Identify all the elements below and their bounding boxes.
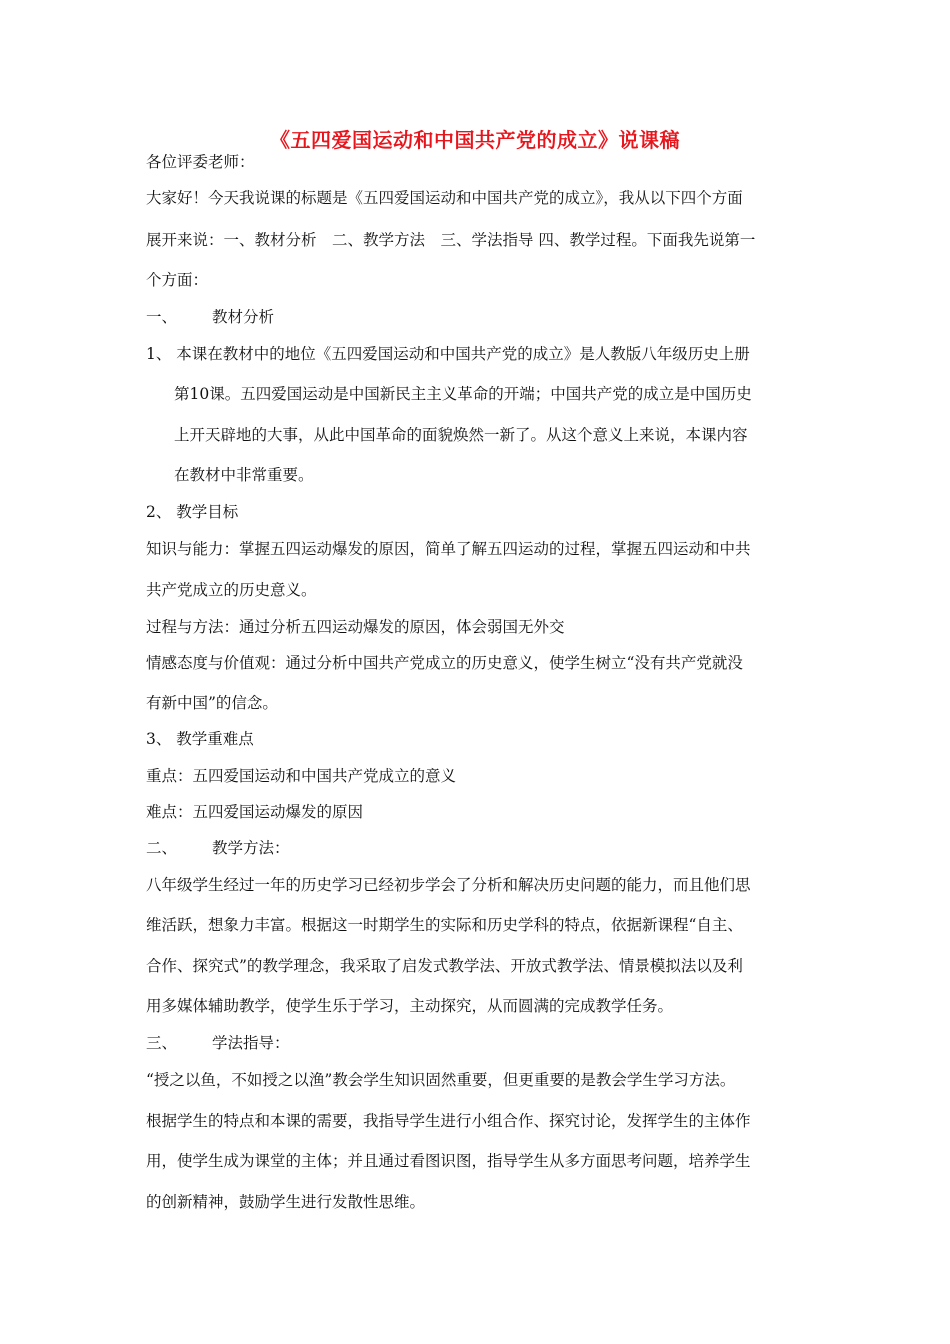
paragraph-line: 八年级学生经过一年的历史学习已经初步学会了分析和解决历史问题的能力，而且他们思 <box>146 876 751 894</box>
section-number: 一、 <box>146 308 178 326</box>
document-title: 《五四爱国运动和中国共产党的成立》说课稿 <box>270 128 680 152</box>
paragraph-line: 用多媒体辅助教学，使学生乐于学习，主动探究，从而圆满的完成教学任务。 <box>146 997 674 1015</box>
section-heading-2 <box>146 838 290 858</box>
section-title: 教材分析 <box>212 308 275 326</box>
paragraph-line: 用，使学生成为课堂的主体；并且通过看图识图，指导学生从多方面思考问题，培养学生 <box>146 1152 751 1170</box>
paragraph-line: 根据学生的特点和本课的需要，我指导学生进行小组合作、探究讨论，发挥学生的主体作 <box>146 1112 751 1130</box>
paragraph-line: 维活跃，想象力丰富。根据这一时期学生的实际和历史学科的特点，依据新课程“自主、 <box>146 916 743 934</box>
paragraph-line: “授之以鱼，不如授之以渔”教会学生知识固然重要，但更重要的是教会学生学习方法。 <box>146 1071 736 1089</box>
paragraph-line: 大家好！今天我说课的标题是《五四爱国运动和中国共产党的成立》，我从以下四个方面 <box>146 189 743 207</box>
paragraph-line: 1、 本课在教材中的地位《五四爱国运动和中国共产党的成立》是人教版八年级历史上册 <box>146 345 750 363</box>
paragraph-line: 难点：五四爱国运动爆发的原因 <box>146 803 364 821</box>
paragraph-line: 有新中国”的信念。 <box>146 694 278 712</box>
salutation: 各位评委老师： <box>146 153 255 171</box>
paragraph-line: 上开天辟地的大事，从此中国革命的面貌焕然一新了。从这个意义上来说，本课内容 <box>174 426 748 444</box>
section-heading-1 <box>146 307 274 327</box>
paragraph-line: 的创新精神，鼓励学生进行发散性思维。 <box>146 1193 426 1211</box>
section-number: 二、 <box>146 839 178 857</box>
paragraph-line: 第10课。五四爱国运动是中国新民主主义革命的开端；中国共产党的成立是中国历史 <box>174 385 752 403</box>
paragraph-line: 在教材中非常重要。 <box>174 466 314 484</box>
paragraph-line: 个方面： <box>146 271 209 289</box>
paragraph-line: 知识与能力：掌握五四运动爆发的原因，简单了解五四运动的过程，掌握五四运动和中共 <box>146 540 751 558</box>
paragraph-line: 共产党成立的历史意义。 <box>146 581 317 599</box>
subheading: 3、 教学重难点 <box>146 730 254 748</box>
section-title: 教学方法： <box>212 839 290 857</box>
section-title: 学法指导： <box>212 1034 290 1052</box>
subheading: 2、 教学目标 <box>146 503 239 521</box>
paragraph-line: 合作、探究式”的教学理念，我采取了启发式教学法、开放式教学法、情景模拟法以及利 <box>146 957 743 975</box>
paragraph-line: 重点：五四爱国运动和中国共产党成立的意义 <box>146 767 457 785</box>
section-number: 三、 <box>146 1034 178 1052</box>
paragraph-line: 过程与方法：通过分析五四运动爆发的原因，体会弱国无外交 <box>146 618 565 636</box>
paragraph-line: 情感态度与价值观：通过分析中国共产党成立的历史意义，使学生树立“没有共产党就没 <box>146 654 743 672</box>
paragraph-line: 展开来说：一、教材分析 二、教学方法 三、学法指导 四、教学过程。下面我先说第一 <box>146 231 756 249</box>
section-heading-3 <box>146 1033 290 1053</box>
